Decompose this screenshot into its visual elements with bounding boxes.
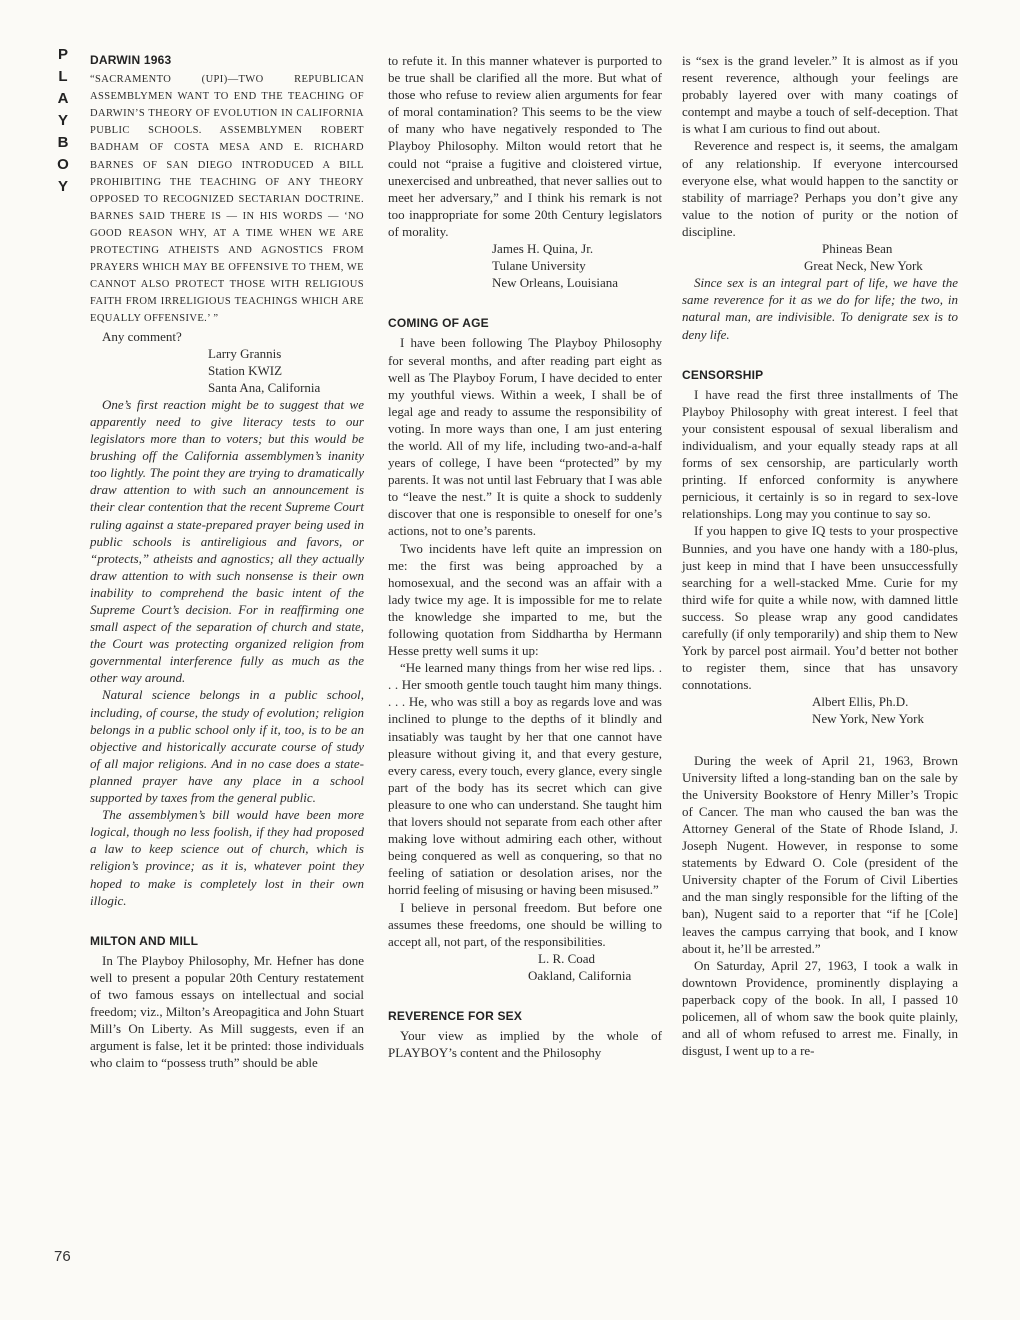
letter-paragraph: During the week of April 21, 1963, Brown University lifted a long-standing ban on the sale by the University Bookstore of Henry Miller’s Tropic of Cancer. The man who caused the ban was the Attorney General of the State of Rhode Island, J. Joseph Nugent. However, in response to some statements by Edward O. Cole (president of the University chapter of the Forum of Civil Liberties and the man singly responsible for the lifting of the ban), Nugent said to a reporter that “if he [Cole] leaves the campus carrying that book, and I know about it, he’ll be arrested.”: [682, 752, 958, 956]
column-3: [682, 52, 958, 1059]
signature-name: Phineas Bean: [822, 241, 893, 257]
masthead-vertical: [52, 44, 74, 198]
section-head-coming-of-age: COMING OF AGE: [388, 316, 489, 331]
darwin-comment: Any comment?: [102, 328, 182, 344]
letter-paragraph: Your view as implied by the whole of PLAYBOY’s content and the Philosophy: [388, 1028, 662, 1061]
editor-reply: The assemblymen’s bill would have been more logical, though no less foolish, if they had proposed a law to keep science out of church, which is religion’s province; as it is, whatever point they hoped to make is completely lost in their own illogic.: [90, 807, 364, 908]
letter-paragraph: I have read the first three installments of The Playboy Philosophy with great interest. I feel that your consistent espousal of sexual liberalism and individualism, and your equally steady raps at all forms of sex censorship, are particularly worth printing. If enforced conformity is anywhere pernicious, it certainly is so in regard to sex-love relationships. Long may you continue to say so.: [682, 386, 958, 522]
column-2: [388, 52, 662, 1061]
editor-reply: Natural science belongs in a public school, including, of course, the study of evolution; religion belongs in a public school only if it, too, is to be an objective and historically accurate course of study of all major religions. And in no case does a state-planned prayer have any place in a school supported by taxes from the general public.: [90, 687, 364, 806]
letter-paragraph: In The Playboy Philosophy, Mr. Hefner has done well to present a popular 20th Century restatement of two famous essays on intellectual and social freedom; viz., Milton’s Areopagitica and John Stuart Mill’s On Liberty. As Mill suggests, even if an argument is false, let it be printed: those individuals who claim to “possess truth” should be able: [90, 952, 364, 1071]
letter-paragraph: If you happen to give IQ tests to your prospective Bunnies, and you have one handy with a 180-plus, just keep in mind that I have been unsuccessfully searching for a well-stacked Mme. Curie for my third wife for quite a while now, with damned little success. So please wrap any good candidates carefully (if only temporarily) and ship them to New York by parcel post airmail. You’d better not bother to register them, since that has unsavory connotations.: [682, 523, 958, 693]
signature-place: Santa Ana, California: [208, 379, 321, 395]
signature-place: Oakland, California: [528, 967, 632, 983]
signature-org: Station KWIZ: [208, 362, 283, 378]
section-head-milton: MILTON AND MILL: [90, 933, 199, 948]
letter-paragraph: Two incidents have left quite an impression on me: the first was being approached by a homosexual, and the second was an affair with a lady twice my age. It is impossible for me to relate the knowledge she imparted to me, but the following quotation from Siddhartha by Hermann Hesse pretty well sums it up:: [388, 540, 662, 659]
letter-paragraph: I believe in personal freedom. But before one assumes these freedoms, one should be willing to accept all, not part, of the responsibilities.: [388, 899, 662, 949]
section-head-darwin: DARWIN 1963: [90, 53, 172, 67]
editor-reply: One’s first reaction might be to suggest that we apparently need to give literacy tests to our legislators more than to voters; but this would be brushing off the California assemblymen’s inanity too lightly. The point they are trying to dramatically draw attention to with such an announcement is their clear contention that the recent Supreme Court ruling against a state-prepared prayer being used in public schools is antireligious and favors, or “protects,” atheists and agnostics; all they actually draw attention to with such nonsense is their own inability to comprehend the basic intent of the Supreme Court’s decision. For in reaffirming one small aspect of the separation of church and state, the Court was protecting organized religion from governmental interference fully as much as the other way around.: [90, 396, 364, 686]
section-head-censorship: CENSORSHIP: [682, 367, 764, 382]
section-head-reverence: REVERENCE FOR SEX: [388, 1008, 523, 1023]
signature-name: Albert Ellis, Ph.D.: [812, 694, 909, 710]
letter-paragraph: is “sex is the grand leveler.” It is almost as if you resent reverence, although your feelings are probably layered over with many coatings of contempt and maybe a touch of self-deception. That is what I am curious to find out about.: [682, 53, 958, 137]
letter-paragraph: Reverence and respect is, it seems, the amalgam of any relationship. If everyone intercoursed everyone else, what would happen to the sanctity or stability of marriage? Perhaps you don’t give any value to the notion of purity or the notion of discipline.: [682, 138, 958, 239]
signature-name: James H. Quina, Jr.: [492, 241, 594, 257]
signature-org: Tulane University: [492, 258, 586, 274]
letter-paragraph: “He learned many things from her wise red lips. . . . Her smooth gentle touch taught him many things. . . . He, who was still a boy as regards love and was inclined to plunge to the depths of it blindly and insatiably was taught by her that one cannot have pleasure without giving it, and that every gesture, every caress, every touch, every glance, every single part of the body has its secret which can give pleasure to one who can understand. She taught him that lovers should not separate from each other after making love without admiring each other, without being conquered as well as conquering, so that no feeling of satiation or desolation arises, nor the horrid feeling of misusing or having been misused.”: [388, 660, 662, 898]
letter-paragraph: On Saturday, April 27, 1963, I took a walk in downtown Providence, prominently displaying a paperback copy of the book. In all, I passed 10 policemen, all of whom saw the book quite plainly, and all of whom refused to arrest me. Finally, in disgust, I went up to a re-: [682, 957, 958, 1059]
column-1: [90, 52, 364, 1071]
signature-place: Great Neck, New York: [804, 258, 923, 274]
letter-paragraph: I have been following The Playboy Philosophy for several months, and after reading part eight as well as The Playboy Forum, I have decided to enter my youthful views. Within a week, I shall be of legal age and ready to assume the responsibility of voting. In more ways than one, I am just entering the world. All of my life, including two-and-a-half years of college, I have been “protected” by my parents. It was not until last February that I was able to “leave the nest.” It is quite a shock to suddenly discover that one is responsible to oneself for one’s actions, not to one’s parents.: [388, 335, 662, 539]
page-number: 76: [54, 1248, 71, 1265]
editor-reply: Since sex is an integral part of life, we have the same reverence for it as we do for life; the two, in natural man, are indivisible. To denigrate sex is to deny life.: [682, 275, 958, 342]
signature-place: New York, New York: [812, 711, 924, 727]
signature-name: L. R. Coad: [538, 950, 596, 966]
signature-place: New Orleans, Louisiana: [492, 275, 618, 291]
darwin-quote: “SACRAMENTO (UPI)—TWO REPUBLICAN ASSEMBLYMEN WANT TO END THE TEACHING OF DARWIN’S THEORY OF EVOLUTION IN CALIFORNIA PUBLIC SCHOOLS. ASSEMBLYMEN ROBERT BADHAM OF COSTA MESA AND E. RICHARD BARNES OF SAN DIEGO INTRODUCED A BILL PROHIBITING THE TEACHING OF ANY THEORY OPPOSED TO RECOGNIZED SECTARIAN DOCTRINE. BARNES SAID THERE IS — IN HIS WORDS — ‘NO GOOD REASON WHY, AT A TIME WHEN WE ARE PROTECTING ATHEISTS AND AGNOSTICS FROM PRAYERS WHICH MAY BE OFFENSIVE TO THEM, WE CANNOT ALSO PROTECT THOSE WITH RELIGIOUS FAITH FROM IRRELIGIOUS TEACHINGS WHICH ARE EQUALLY OFFENSIVE.’ ”: [90, 74, 364, 325]
letter-paragraph: to refute it. In this manner whatever is purported to be true shall be clarified all the more. But what of those who refuse to review alien arguments for fear of moral contamination? This seems to be the view of many who have negatively responded to The Playboy Philosophy. Milton would retort that he could not “praise a fugitive and cloistered virtue, unexercised and unbreathed, that never sallies out to meet her adversary,” and I think his remark is not too inappropriate for some 20th Century legislators of morality.: [388, 53, 662, 239]
masthead-text: P L A Y B O Y: [57, 46, 69, 195]
signature-name: Larry Grannis: [208, 345, 282, 361]
